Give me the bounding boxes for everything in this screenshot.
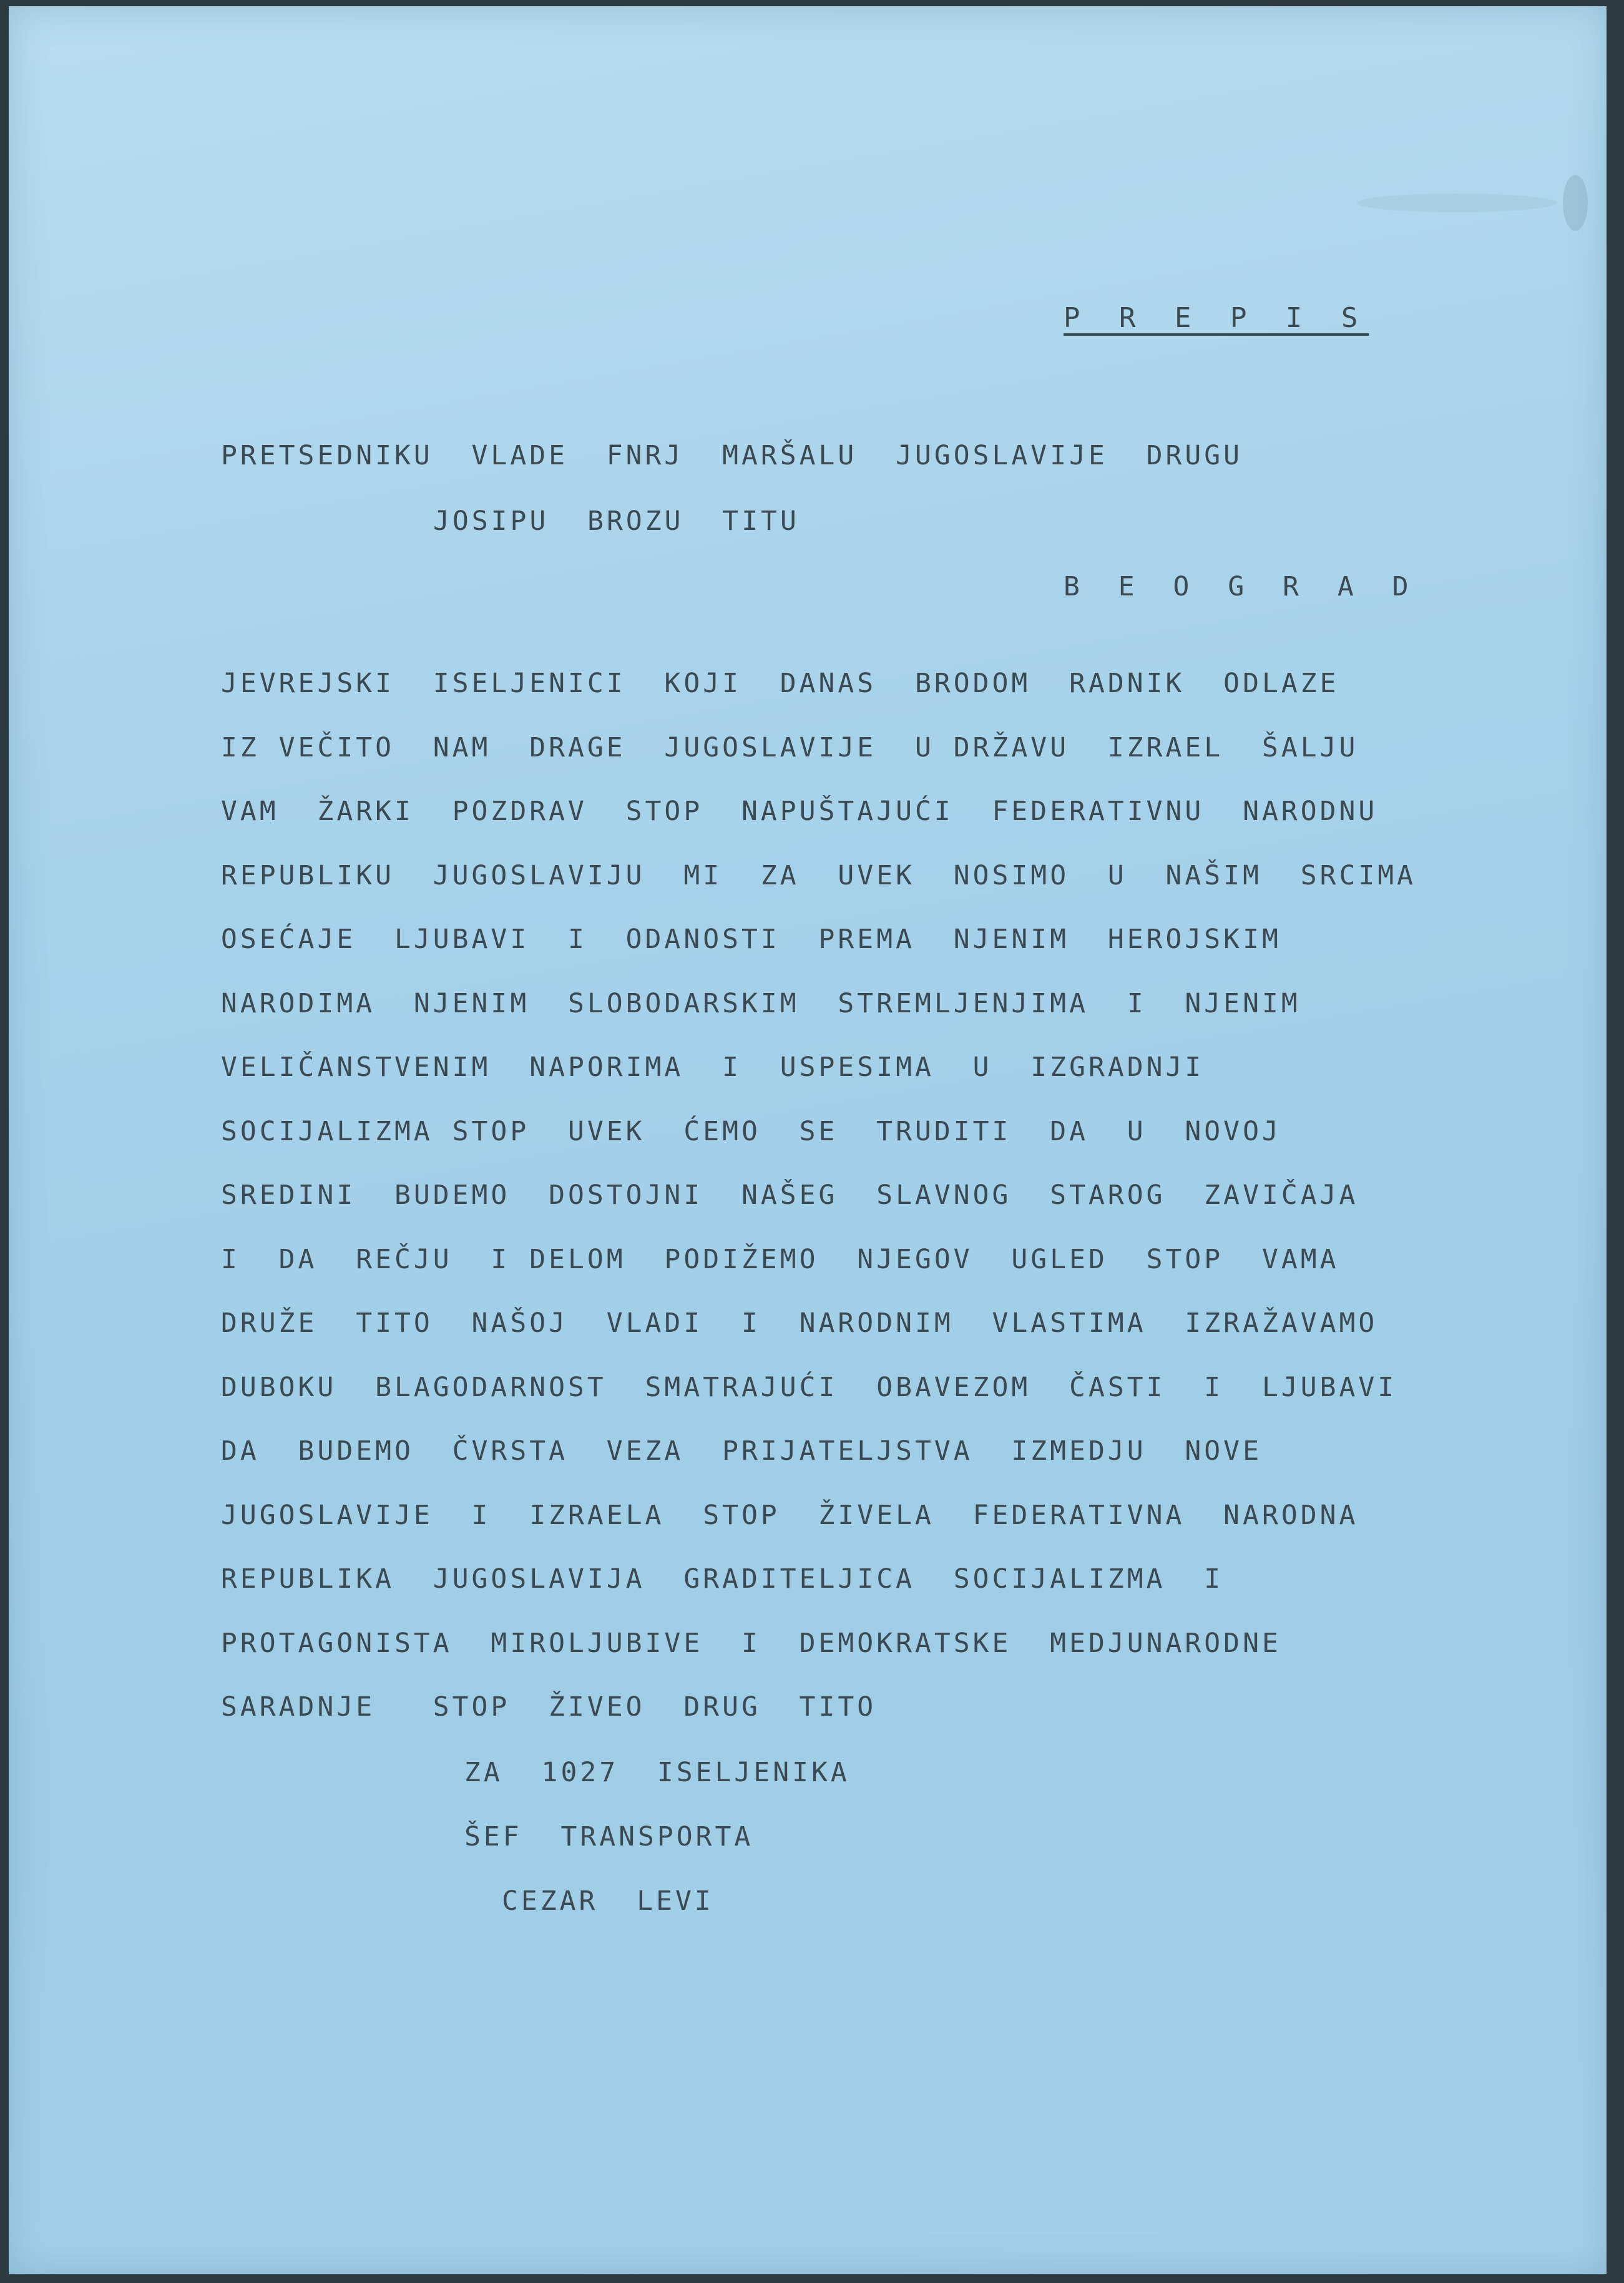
body-line: DUBOKU BLAGODARNOST SMATRAJUĆI OBAVEZOM ČASTI I LJUBAVI	[221, 1372, 1397, 1403]
signature-line: ŠEF TRANSPORTA	[464, 1821, 754, 1852]
body-line: REPUBLIKA JUGOSLAVIJA GRADITELJICA SOCIJALIZMA I	[221, 1563, 1224, 1595]
body-line: DRUŽE TITO NAŠOJ VLADI I NARODNIM VLASTIMA IZRAŽAVAMO	[221, 1308, 1378, 1339]
body-line: SARADNJE STOP ŽIVEO DRUG TITO	[221, 1691, 877, 1723]
body-line: PROTAGONISTA MIROLJUBIVE I DEMOKRATSKE MEDJUNARODNE	[221, 1628, 1281, 1659]
body-line: VAM ŽARKI POZDRAV STOP NAPUŠTAJUĆI FEDERATIVNU NARODNU	[221, 796, 1378, 827]
body-line: JUGOSLAVIJE I IZRAELA STOP ŽIVELA FEDERATIVNA NARODNA	[221, 1500, 1359, 1531]
typewritten-document-page	[9, 6, 1607, 2274]
body-line: OSEĆAJE LJUBAVI I ODANOSTI PREMA NJENIM HEROJSKIM	[221, 924, 1281, 955]
body-line: REPUBLIKU JUGOSLAVIJU MI ZA UVEK NOSIMO U NAŠIM SRCIMA	[221, 860, 1417, 891]
body-line: I DA REČJU I DELOM PODIŽEMO NJEGOV UGLED STOP VAMA	[221, 1244, 1339, 1275]
body-line: SOCIJALIZMA STOP UVEK ĆEMO SE TRUDITI DA U NOVOJ	[221, 1116, 1281, 1147]
ink-smudge	[1357, 193, 1557, 212]
body-line: IZ VEČITO NAM DRAGE JUGOSLAVIJE U DRŽAVU IZRAEL ŠALJU	[221, 732, 1359, 763]
place-line: B E O G R A D	[1064, 571, 1420, 602]
document-heading: P R E P I S	[1064, 302, 1369, 334]
body-line: SREDINI BUDEMO DOSTOJNI NAŠEG SLAVNOG STAROG ZAVIČAJA	[221, 1180, 1359, 1211]
body-line: DA BUDEMO ČVRSTA VEZA PRIJATELJSTVA IZMEDJU NOVE	[221, 1435, 1262, 1467]
ink-smudge	[1563, 175, 1588, 231]
body-line: VELIČANSTVENIM NAPORIMA I USPESIMA U IZGRADNJI	[221, 1052, 1205, 1083]
signature-line: ZA 1027 ISELJENIKA	[464, 1757, 850, 1788]
addressee-line: PRETSEDNIKU VLADE FNRJ MARŠALU JUGOSLAVIJE DRUGU	[221, 440, 1243, 471]
body-line: NARODIMA NJENIM SLOBODARSKIM STREMLJENJIMA I NJENIM	[221, 988, 1301, 1019]
body-line: JEVREJSKI ISELJENICI KOJI DANAS BRODOM RADNIK ODLAZE	[221, 668, 1339, 699]
addressee-line: JOSIPU BROZU TITU	[433, 506, 800, 537]
signature-line: CEZAR LEVI	[502, 1885, 714, 1917]
